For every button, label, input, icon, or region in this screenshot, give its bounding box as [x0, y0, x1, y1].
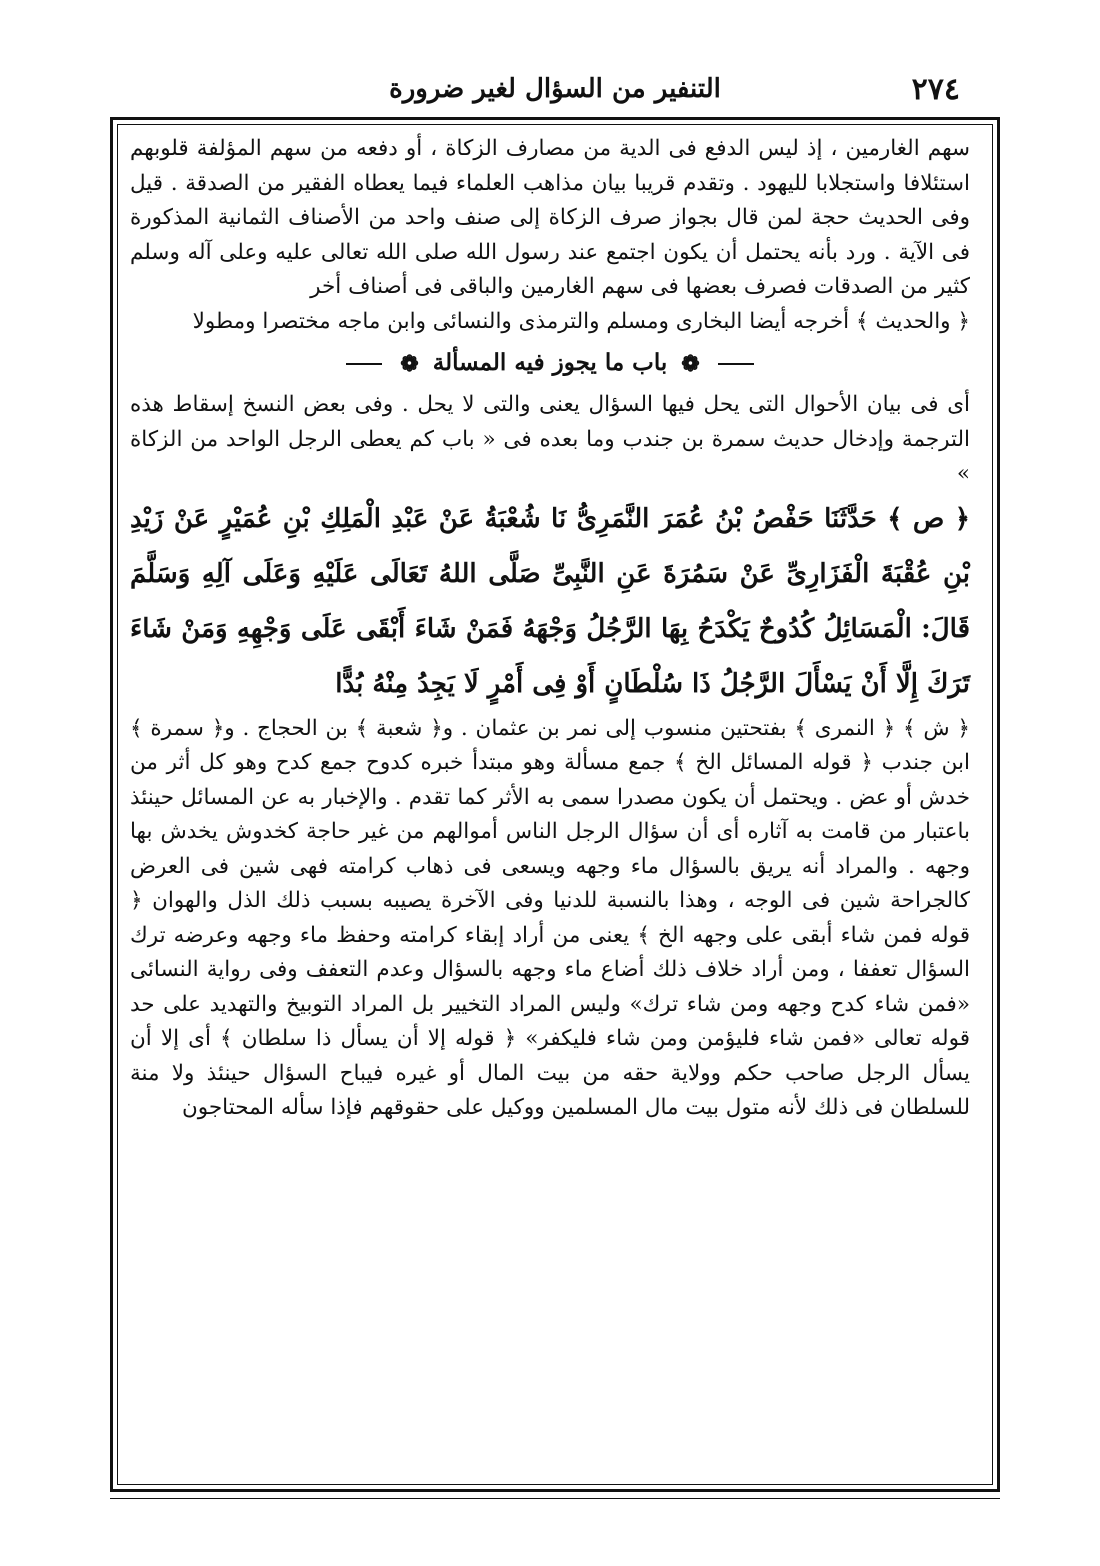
divider-line — [346, 363, 382, 365]
chapter-title: باب ما يجوز فيه المسألة — [432, 349, 668, 376]
chapter-explanation: أى فى بيان الأحوال التى يحل فيها السؤال يعنى والتى لا يحل . وفى بعض النسخ إسقاط هذه الترجمة وإدخال حديث سمرة بن جندب وما بعده فى « باب كم يعطى الرجل الواحد من الزكاة » — [130, 392, 970, 486]
page-number: ٢٧٤ — [911, 72, 960, 107]
ornament-icon: ❁ — [681, 351, 700, 377]
footer-rule — [110, 1498, 1000, 1499]
hadith-text: ﴿ ص ﴾ حَدَّثَنَا حَفْصُ بْنُ عُمَرَ النَّمَرِىُّ نَا شُعْبَةُ عَنْ عَبْدِ الْمَلِكِ بْنِ عُمَيْرٍ عَنْ زَيْدِ بْنِ عُقْبَةَ الْفَزَارِىِّ عَنْ سَمُرَةَ عَنِ النَّبِىِّ صَلَّى اللهُ تَعَالَى عَلَيْهِ وَعَلَى آلِهِ وَسَلَّمَ قَالَ: الْمَسَائِلُ كُدُوحٌ يَكْدَحُ بِهَا الرَّجُلُ وَجْهَهُ فَمَنْ شَاءَ أَبْقَى عَلَى وَجْهِهِ وَمَنْ شَاءَ تَرَكَ إِلَّا أَنْ يَسْأَلَ الرَّجُلُ ذَا سُلْطَانٍ أَوْ فِى أَمْرٍ لَا يَجِدُ مِنْهُ بُدًّا — [130, 503, 970, 699]
chapter-heading — [130, 341, 970, 386]
commentary: ﴿ ش ﴾ ﴿ النمرى ﴾ بفتحتين منسوب إلى نمر بن عثمان . و﴿ شعبة ﴾ بن الحجاج . و﴿ سمرة ﴾ ابن جندب ﴿ قوله المسائل الخ ﴾ جمع مسألة وهو مبتدأ خبره كدوح جمع كدح وهو كل أثر من خدش أو عض . ويحتمل أن يكون مصدرا سمى به الأثر كما تقدم . والإخبار به عن المسائل حينئذ باعتبار من قامت به آثاره أى أن سؤال الرجل الناس أموالهم من غير حاجة كخدوش يخدش بها وجهه . والمراد أنه يريق بالسؤال ماء وجهه ويسعى فى ذهاب كرامته فهى شين فى العرض كالجراحة شين فى الوجه ، وهذا بالنسبة للدنيا وفى الآخرة يصيبه بسبب ذلك الذل والهوان ﴿ قوله فمن شاء أبقى على وجهه الخ ﴾ يعنى من أراد إبقاء كرامته وحفظ ماء وجهه وعرضه ترك السؤال تعففا ، ومن أراد خلاف ذلك أضاع ماء وجهه بالسؤال وعدم التعفف وفى رواية النسائى «فمن شاء كدح وجهه ومن شاء ترك» وليس المراد التخيير بل المراد التوبيخ والتهديد على حد قوله تعالى «فمن شاء فليؤمن ومن شاء فليكفر» ﴿ قوله إلا أن يسأل ذا سلطان ﴾ أى إلا أن يسأل الرجل صاحب حكم وولاية حقه من بيت المال أو غيره فيباح السؤال حينئذ ولا منة للسلطان فى ذلك لأنه متول بيت مال المسلمين ووكيل على حقوقهم فإذا سأله المحتاجون — [130, 715, 970, 1120]
running-title: التنفير من السؤال لغير ضرورة — [389, 74, 721, 104]
ornament-icon: ❁ — [400, 351, 419, 377]
page-header — [110, 64, 1000, 114]
hadith-reference: ﴿ والحديث ﴾ أخرجه أيضا البخارى ومسلم والترمذى والنسائى وابن ماجه مختصرا ومطولا — [192, 308, 970, 334]
page-content — [130, 132, 970, 1126]
divider-line — [718, 363, 754, 365]
intro-paragraph: سهم الغارمين ، إذ ليس الدفع فى الدية من مصارف الزكاة ، أو دفعه من سهم المؤلفة قلوبهم استئلافا واستجلابا لليهود . وتقدم قريبا بيان مذاهب العلماء فيما يعطاه الفقير من الصدقة . قيل وفى الحديث حجة لمن قال بجواز صرف الزكاة إلى صنف واحد من الأصناف الثمانية المذكورة فى الآية . ورد بأنه يحتمل أن يكون اجتمع عند رسول الله صلى الله تعالى عليه وعلى آله وسلم كثير من الصدقات فصرف بعضها فى سهم الغارمين والباقى فى أصناف أخر — [130, 136, 970, 299]
